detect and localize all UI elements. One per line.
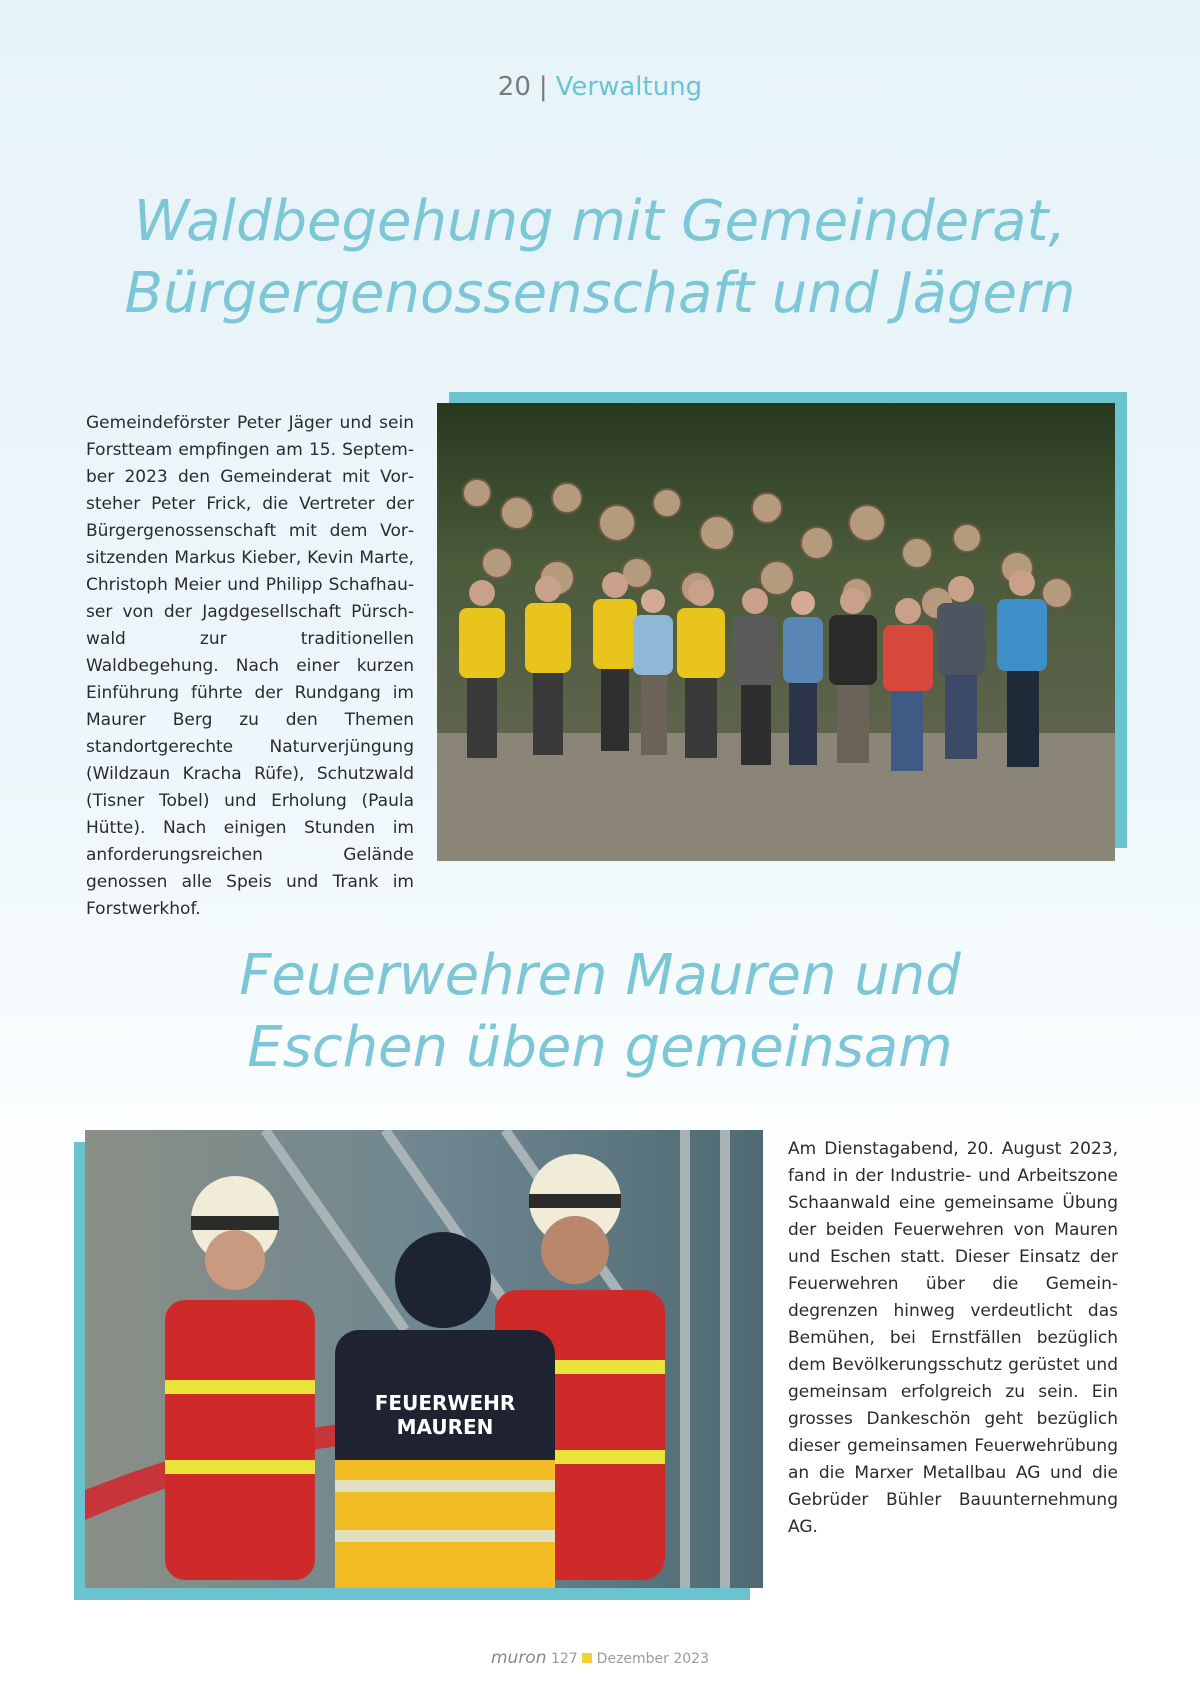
footer-issue: 127 — [550, 1651, 578, 1667]
article1-title-line: Bürgergenossenschaft und Jägern — [124, 261, 1076, 326]
footer-date: Dezember 2023 — [596, 1651, 709, 1667]
firefighters-photo-icon — [85, 1130, 763, 1588]
article1-body: Gemeindeförster Peter Jäger und sein Forstteam empfingen am 15. September 2023 den Gemeinderat mit Vorsteher Peter Frick, die Vertreter der Bürgergenossenschaft mit dem Vorsitzenden Markus Kieber, Kevin Marte, Christoph Meier und Philipp Schafhauser von der Jagdgesellschaft Pürschwald zur traditionellen Waldbegehung. Nach einer kurzen Einführung führte der Rundgang im Maurer Berg zu den Themen standortgerechte Naturverjüngung (Wildzaun Kracha Rüfe), Schutzwald (Tisner Tobel) und Erholung (Paula Hütte). Nach einigen Stunden im anforderungsreichen Gelände genossen alle Speis und Trank im Forstwerkhof. — [86, 413, 414, 919]
article2-body: Am Dienstagabend, 20. August 2023, fand in der Industrie- und Arbeitszone Schaanwald eine gemeinsame Übung der beiden Feuerwehren von Mauren und Eschen statt. Dieser Einsatz der Feuerwehren über die Gemeindegrenzen hinweg verdeutlicht das Bemühen, bei Ernstfällen bezüglich dem Bevölkerungsschutz gerüstet und gemeinsam erfolgreich zu sein. Ein grosses Dankeschön geht bezüglich dieser gemeinsamen Feuerwehrübung an die Marxer Metallbau AG und die Gebrüder Bühler Bauunternehmung AG. — [788, 1139, 1118, 1537]
footer-brand: muron — [490, 1648, 547, 1668]
footer-square-icon — [582, 1653, 592, 1663]
article1-title — [0, 186, 1200, 330]
article1-title-line: Waldbegehung mit Gemeinderat, — [133, 189, 1067, 254]
article2-title-line: Feuerwehren Mauren und — [239, 943, 961, 1008]
page-number: 20 — [497, 72, 531, 102]
article2-photo — [85, 1130, 763, 1588]
jacket-text-line1: FEUERWEHR — [374, 1391, 516, 1415]
group-photo-forest-icon — [437, 403, 1115, 861]
article2-title-line: Eschen üben gemeinsam — [247, 1015, 953, 1080]
article1-photo — [437, 403, 1115, 861]
page-header — [0, 72, 1200, 102]
page-footer — [0, 1648, 1200, 1668]
header-separator: | — [538, 72, 548, 102]
jacket-text-line2: MAUREN — [396, 1415, 494, 1439]
section-name: Verwaltung — [555, 72, 703, 102]
article2-title — [0, 940, 1200, 1084]
